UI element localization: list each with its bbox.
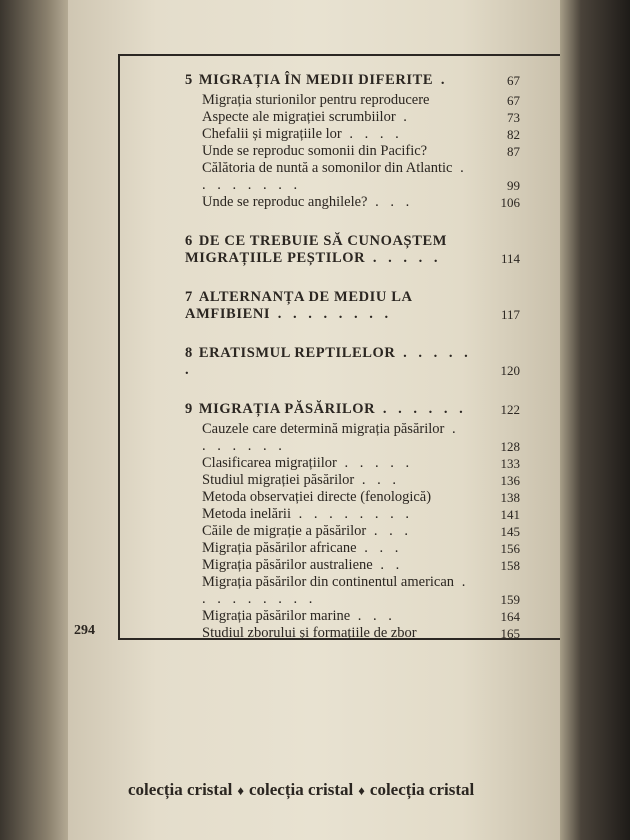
page-ref: 136 [500,473,520,488]
toc-item [185,625,520,642]
series-footer [128,780,560,800]
item-title: Migrația păsărilor australiene [202,557,373,573]
leader-dots: . [433,72,449,88]
page-ref: 145 [500,524,520,539]
toc-chapter-7 [185,289,520,323]
item-title: Chefalii și migrațiile lor [202,126,342,142]
page-ref: 165 [500,626,520,641]
toc-item [185,421,520,455]
chapter-number: 5 [185,72,193,88]
toc-item [185,489,520,506]
toc-item [185,160,520,194]
leader-dots: . . . . . . [185,345,472,378]
toc-item [185,506,520,523]
item-title: Unde se reproduc anghilele? [202,194,368,210]
leader-dots: . . . . . . . [202,421,460,454]
leader-dots: . [395,109,411,125]
diamond-separator-icon: ♦ [358,783,365,798]
item-title: Migrația sturionilor pentru reproducere [202,92,430,108]
toc-item [185,523,520,540]
table-of-contents [185,72,520,642]
leader-dots: . . . . . . . . [290,506,413,522]
page-ref: 117 [500,307,520,322]
item-title: Migrația păsărilor din continentul american [202,574,455,590]
toc-item [185,143,520,160]
leader-dots: . . . [366,523,413,539]
page-ref: 82 [507,127,520,142]
diamond-separator-icon: ♦ [237,783,244,798]
toc-item [185,608,520,625]
toc-item [185,540,520,557]
page-ref: 141 [500,507,520,522]
leader-dots: . . . . . . . . [270,306,393,322]
item-title: Cauzele care determină migrația păsărilor [202,421,445,437]
page-ref: 133 [500,456,520,471]
chapter-title: ALTERNANȚA DE MEDIU LA AMFIBIENI [185,289,412,322]
chapter-title: DE CE TREBUIE SĂ CUNOAȘTEM MIGRAȚIILE PEȘTILOR [185,233,448,266]
item-title: Migrația păsărilor marine [202,608,351,624]
chapter-title: MIGRAȚIA PĂSĂRILOR [198,401,376,417]
leader-dots: . . . . . [336,455,414,471]
page-ref: 156 [500,541,520,556]
toc-chapter-8 [185,345,520,379]
item-title: Studiul migrației păsărilor [202,472,355,488]
toc-chapter-6 [185,233,520,267]
page-ref: 158 [500,558,520,573]
page-ref: 67 [507,73,520,88]
item-title: Aspecte ale migrației scrumbiilor [202,109,396,125]
item-title: Metoda inelării [202,506,291,522]
leader-dots: . . . . . [365,250,442,266]
page-ref: 122 [500,402,520,417]
series-name: colecția cristal [248,780,354,799]
item-title: Migrația păsărilor africane [202,540,357,556]
leader-dots: . . . [356,540,403,556]
toc-item [185,194,520,211]
page-ref: 128 [500,439,520,454]
page-ref: 159 [500,592,520,607]
chapter-number: 7 [185,289,193,305]
leader-dots: . . . . . . [375,401,467,417]
item-title: Metoda observației directe (fenologică) [202,489,432,505]
toc-chapter-9 [185,401,520,418]
toc-chapter-5 [185,72,520,89]
chapter-title: MIGRAȚIA ÎN MEDII DIFERITE [198,72,434,88]
toc-item [185,126,520,143]
toc-item [185,472,520,489]
leader-dots: . . . [350,608,396,624]
page-ref: 164 [500,609,520,624]
page-ref: 67 [507,93,520,108]
leader-dots: . . [372,557,404,573]
leader-dots: . . . . . . . . [202,160,468,193]
page-ref: 114 [500,251,520,266]
chapter-number: 6 [185,233,193,249]
page-ref: 106 [500,195,520,210]
item-title: Studiul zborului și formațiile de zbor [202,625,417,641]
toc-item [185,109,520,126]
toc-item [185,574,520,608]
series-name: colecția cristal [128,780,233,799]
book-spine-shadow [0,0,68,840]
toc-item [185,455,520,472]
chapter-title: ERATISMUL REPTILELOR [198,345,396,361]
leader-dots: . . . [354,472,400,488]
page-ref: 87 [507,144,520,159]
item-title: Clasificarea migrațiilor [202,455,337,471]
item-title: Unde se reproduc somonii din Pacific? [202,143,428,159]
page-ref: 73 [507,110,520,125]
page-edge-shadow [560,0,630,840]
page-ref: 138 [500,490,520,505]
page-ref: 120 [500,363,520,378]
leader-dots: . . . . [341,126,403,142]
chapter-number: 9 [185,401,193,417]
toc-item [185,92,520,109]
leader-dots: . . . . . . . . . [202,574,470,607]
toc-item [185,557,520,574]
series-name: colecția cristal [369,780,475,799]
leader-dots: . . . [367,194,414,210]
item-title: Căile de migrație a păsărilor [202,523,367,539]
item-title: Călătoria de nuntă a somonilor din Atlantic [202,160,453,176]
page-number: 294 [74,623,95,638]
page-ref: 99 [507,178,520,193]
chapter-number: 8 [185,345,193,361]
